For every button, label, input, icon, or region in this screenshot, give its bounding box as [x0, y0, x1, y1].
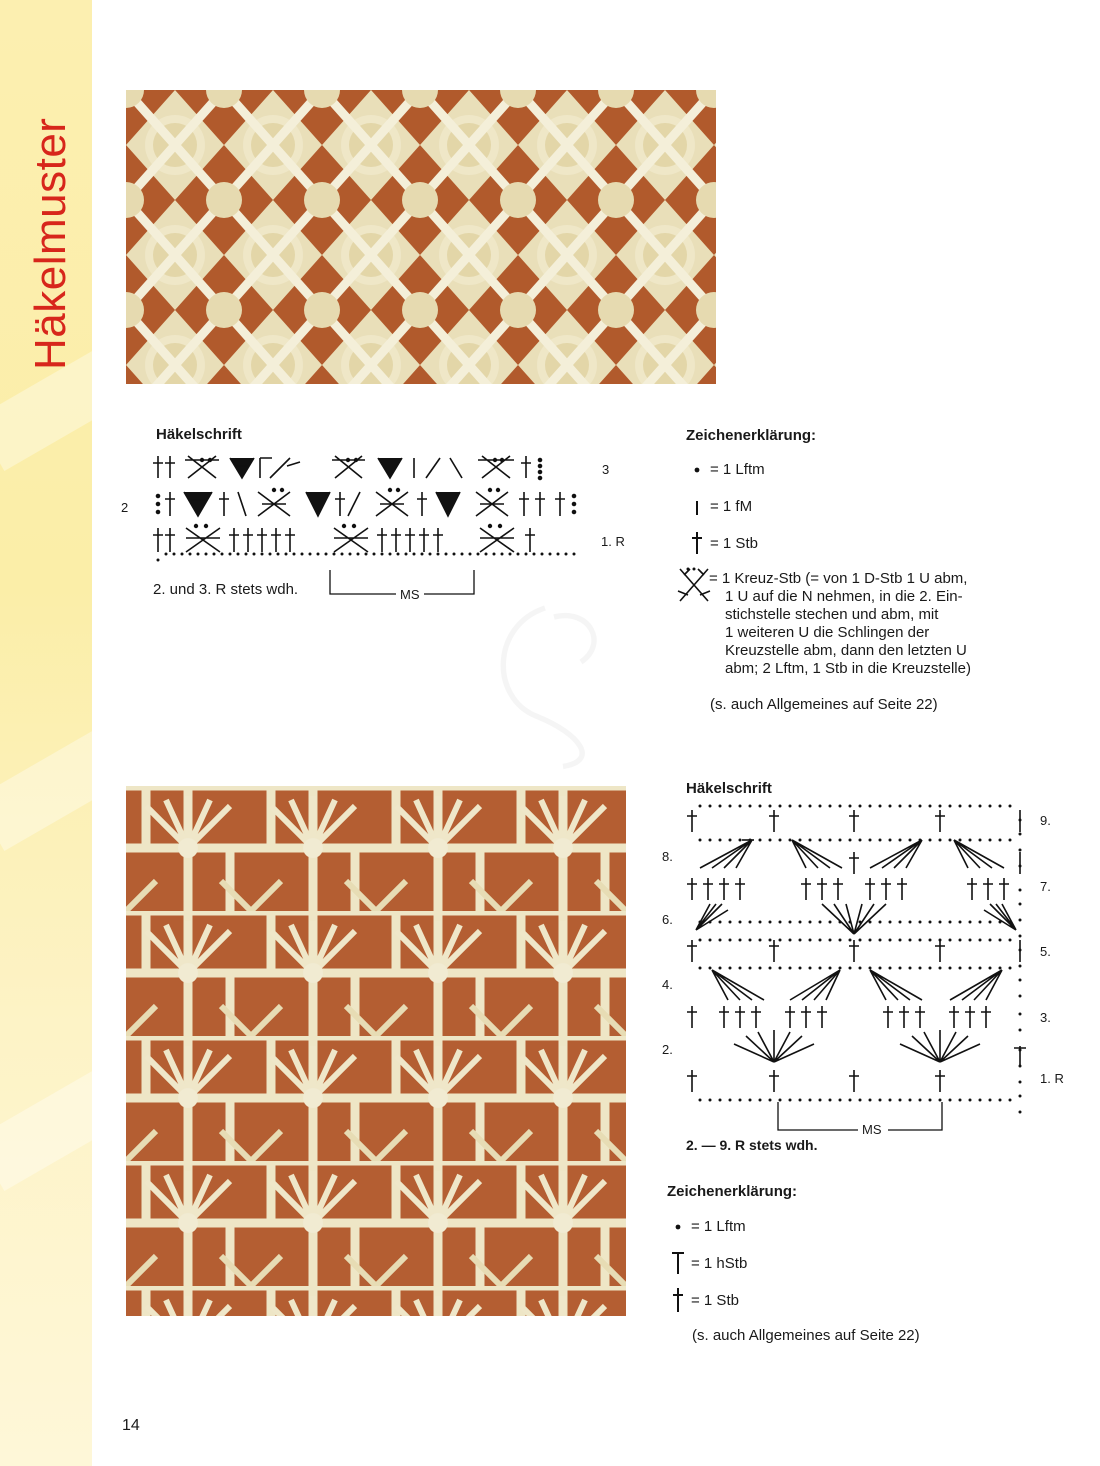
legend1-stb: = 1 Stb	[686, 531, 758, 555]
chain-dot	[719, 1099, 722, 1102]
chain-dot	[869, 921, 872, 924]
chain-dot	[899, 921, 902, 924]
chain-dot	[889, 967, 892, 970]
chain-dot	[809, 967, 812, 970]
legend1-fm: = 1 fM	[686, 497, 752, 515]
crochet-sample-photo-1	[126, 90, 716, 384]
chain-dot	[819, 805, 822, 808]
chain-dot	[709, 805, 712, 808]
crochet-chart-2	[682, 800, 1032, 1110]
legend1-kreuz-line-2: 1 U auf die N nehmen, in die 2. Ein-	[725, 588, 963, 605]
legend-heading-1: Zeichenerklärung:	[686, 427, 817, 444]
chain-dot	[1009, 805, 1012, 808]
chain-dot	[789, 967, 792, 970]
chain-dot	[859, 805, 862, 808]
chain-dot	[899, 805, 902, 808]
page-number: 14	[122, 1417, 140, 1434]
chain-dot	[739, 939, 742, 942]
chain-dot	[929, 939, 932, 942]
chain-dot	[989, 839, 992, 842]
chain-dot	[879, 839, 882, 842]
chain-dot	[729, 839, 732, 842]
chain-dot	[709, 1099, 712, 1102]
chain-dot	[859, 921, 862, 924]
chain-dot	[709, 839, 712, 842]
chain-dot	[769, 839, 772, 842]
chain-dot	[1019, 865, 1022, 868]
chart2-repeat-note: 2. — 9. R stets wdh.	[686, 1137, 818, 1153]
chain-dot	[849, 939, 852, 942]
legend1-lftm: = 1 Lftm	[686, 461, 765, 478]
chain-dot	[699, 939, 702, 942]
chain-dot	[729, 921, 732, 924]
chain-dot	[959, 921, 962, 924]
chain-dot	[919, 921, 922, 924]
chain-dot	[929, 805, 932, 808]
chain-dot	[1009, 839, 1012, 842]
chain-dot	[959, 805, 962, 808]
double-crochet-icon	[686, 531, 708, 555]
chain-dot	[729, 967, 732, 970]
chart1-ms-label: MS	[400, 587, 420, 602]
crochet-sample-photo-2	[126, 786, 626, 1316]
legend2-see-also: (s. auch Allgemeines auf Seite 22)	[692, 1327, 920, 1344]
chain-dot	[879, 805, 882, 808]
chart-heading-1: Häkelschrift	[156, 426, 242, 443]
chain-dot	[929, 839, 932, 842]
chain-dot	[839, 921, 842, 924]
chain-dot	[959, 1099, 962, 1102]
chain-dot	[799, 921, 802, 924]
chain-dot	[1019, 1081, 1022, 1084]
chain-dot	[719, 921, 722, 924]
chain-dot	[699, 921, 702, 924]
chart1-repeat-note: 2. und 3. R stets wdh.	[153, 581, 299, 598]
chain-stitch-icon	[686, 466, 708, 474]
chart2-row-label-7: 7.	[1040, 879, 1051, 894]
chain-dot	[959, 967, 962, 970]
chain-dot	[1019, 903, 1022, 906]
chain-dot	[859, 967, 862, 970]
chain-dot	[929, 967, 932, 970]
chain-dot	[989, 967, 992, 970]
chart2-row-label-2: 2.	[662, 1042, 673, 1057]
watermark-logo	[455, 590, 635, 770]
chain-dot	[699, 967, 702, 970]
chart1-row-1	[153, 525, 576, 562]
chart2-row-label-6: 6.	[662, 912, 673, 927]
chain-dot	[1019, 949, 1022, 952]
chain-dot	[749, 967, 752, 970]
chain-dot	[1019, 1095, 1022, 1098]
chain-dot	[889, 939, 892, 942]
chain-dot	[879, 939, 882, 942]
legend-heading-2: Zeichenerklärung:	[667, 1183, 798, 1200]
chart2-row-label-3: 3.	[1040, 1010, 1051, 1025]
section-title: Häkelmuster	[26, 117, 75, 370]
legend2-hstb: = 1 hStb	[667, 1251, 747, 1275]
chain-dot	[949, 805, 952, 808]
chain-dot	[1019, 849, 1022, 852]
chain-dot	[869, 939, 872, 942]
chain-dot	[949, 839, 952, 842]
chain-dot	[979, 1099, 982, 1102]
chain-dot	[829, 967, 832, 970]
chain-dot	[959, 839, 962, 842]
chain-dot	[759, 805, 762, 808]
chain-dot	[999, 1099, 1002, 1102]
chain-dot	[939, 839, 942, 842]
chain-dot	[769, 967, 772, 970]
chain-dot	[869, 839, 872, 842]
chain-dot	[739, 839, 742, 842]
chain-dot	[809, 839, 812, 842]
chain-dot	[819, 921, 822, 924]
chain-dot	[749, 921, 752, 924]
chain-dot	[789, 805, 792, 808]
half-double-crochet-icon	[667, 1251, 689, 1275]
chain-dot	[759, 921, 762, 924]
chart-heading-2: Häkelschrift	[686, 780, 772, 797]
chain-dot	[1019, 1013, 1022, 1016]
chain-dot	[889, 839, 892, 842]
chain-dot	[919, 967, 922, 970]
double-crochet-icon	[667, 1287, 689, 1313]
chain-dot	[919, 939, 922, 942]
chain-dot	[849, 967, 852, 970]
cross-stitch-icon	[676, 565, 712, 605]
chain-dot	[1009, 939, 1012, 942]
chain-dot	[749, 1099, 752, 1102]
legend2-stb: = 1 Stb	[667, 1287, 739, 1313]
chain-dot	[779, 805, 782, 808]
chain-dot	[889, 921, 892, 924]
chain-dot	[949, 967, 952, 970]
chain-dot	[809, 939, 812, 942]
chain-dot	[879, 921, 882, 924]
chain-dot	[829, 805, 832, 808]
chain-dot	[979, 839, 982, 842]
chain-dot	[759, 839, 762, 842]
chain-dot	[859, 839, 862, 842]
chain-dot	[999, 839, 1002, 842]
chain-dot	[759, 939, 762, 942]
chain-dot	[789, 839, 792, 842]
chain-dot	[1019, 819, 1022, 822]
chain-dot	[829, 939, 832, 942]
crochet-chart-1	[150, 452, 590, 572]
chain-dot	[819, 939, 822, 942]
chain-dot	[939, 967, 942, 970]
chain-dot	[979, 967, 982, 970]
chain-dot	[1019, 995, 1022, 998]
chain-dot	[979, 921, 982, 924]
chain-dot	[999, 921, 1002, 924]
chain-dot	[939, 805, 942, 808]
chain-dot	[1019, 833, 1022, 836]
chain-dot	[989, 939, 992, 942]
chain-dot	[729, 939, 732, 942]
chain-dot	[739, 805, 742, 808]
chain-dot	[849, 921, 852, 924]
chain-dot	[759, 967, 762, 970]
chain-dot	[749, 805, 752, 808]
chain-dot	[779, 967, 782, 970]
chain-dot	[949, 921, 952, 924]
chart1-row-3	[153, 456, 542, 480]
chain-dot	[999, 967, 1002, 970]
chain-dot	[709, 921, 712, 924]
chain-dot	[809, 921, 812, 924]
chain-dot	[909, 839, 912, 842]
chain-dot	[709, 967, 712, 970]
chain-dot	[939, 939, 942, 942]
chain-dot	[899, 939, 902, 942]
chain-dot	[829, 839, 832, 842]
chain-dot	[709, 939, 712, 942]
chain-dot	[779, 939, 782, 942]
chain-dot	[909, 967, 912, 970]
chain-dot	[1019, 919, 1022, 922]
legend1-kreuz-line-5: Kreuzstelle abm, dann den letzten U	[725, 642, 967, 659]
single-crochet-icon	[686, 497, 708, 515]
chain-dot	[899, 839, 902, 842]
legend2-lftm: = 1 Lftm	[667, 1218, 746, 1235]
legend1-kreuz-line-6: abm; 2 Lftm, 1 Stb in die Kreuzstelle)	[725, 660, 971, 677]
chain-dot	[849, 839, 852, 842]
chain-dot	[979, 939, 982, 942]
chain-dot	[849, 805, 852, 808]
chain-dot	[879, 967, 882, 970]
chain-dot	[969, 1099, 972, 1102]
chain-dot	[949, 1099, 952, 1102]
chart1-row-2	[157, 489, 576, 516]
chain-dot	[969, 921, 972, 924]
chain-dot	[969, 805, 972, 808]
chain-dot	[759, 1099, 762, 1102]
chart2-row-label-1: 1. R	[1040, 1071, 1064, 1086]
chain-dot	[739, 1099, 742, 1102]
chain-dot	[749, 939, 752, 942]
chain-stitch-icon	[667, 1223, 689, 1231]
chain-dot	[739, 921, 742, 924]
chain-dot	[969, 939, 972, 942]
chain-dot	[1019, 1065, 1022, 1068]
chain-dot	[699, 805, 702, 808]
chain-dot	[949, 939, 952, 942]
chain-dot	[1009, 921, 1012, 924]
chain-dot	[889, 805, 892, 808]
legend1-kreuz-line-1: = 1 Kreuz-Stb (= von 1 D-Stb 1 U abm,	[709, 570, 968, 587]
chain-dot	[749, 839, 752, 842]
chain-dot	[999, 805, 1002, 808]
chain-dot	[1019, 965, 1022, 968]
chain-dot	[729, 1099, 732, 1102]
chain-dot	[769, 921, 772, 924]
chain-dot	[819, 839, 822, 842]
chart2-row-label-9: 9.	[1040, 813, 1051, 828]
chain-dot	[719, 939, 722, 942]
chain-dot	[1019, 889, 1022, 892]
chain-dot	[1019, 979, 1022, 982]
chain-dot	[999, 939, 1002, 942]
chain-dot	[799, 967, 802, 970]
chain-dot	[769, 1099, 772, 1102]
chain-dot	[789, 939, 792, 942]
chain-dot	[1009, 1099, 1012, 1102]
legend1-see-also: (s. auch Allgemeines auf Seite 22)	[710, 696, 938, 713]
chain-dot	[909, 939, 912, 942]
chain-dot	[989, 1099, 992, 1102]
chain-dot	[929, 921, 932, 924]
chart1-row-label-1: 1. R	[601, 534, 625, 549]
chain-dot	[989, 805, 992, 808]
chart2-row-label-5: 5.	[1040, 944, 1051, 959]
chain-dot	[839, 839, 842, 842]
chain-dot	[809, 805, 812, 808]
chain-dot	[919, 839, 922, 842]
chain-dot	[719, 805, 722, 808]
sidebar-band	[0, 0, 92, 1466]
chain-dot	[909, 805, 912, 808]
chain-dot	[729, 805, 732, 808]
chain-dot	[799, 839, 802, 842]
chain-dot	[839, 967, 842, 970]
chain-dot	[1019, 935, 1022, 938]
legend1-kreuz-line-4: 1 weiteren U die Schlingen der	[725, 624, 930, 641]
chart1-row-label-3: 3	[602, 462, 610, 477]
chart2-row-label-4: 4.	[662, 977, 673, 992]
chain-dot	[719, 967, 722, 970]
chain-dot	[919, 805, 922, 808]
chain-dot	[1019, 1111, 1022, 1114]
chain-dot	[989, 921, 992, 924]
chain-dot	[819, 967, 822, 970]
chain-dot	[909, 921, 912, 924]
chain-dot	[869, 967, 872, 970]
chain-dot	[1009, 967, 1012, 970]
chain-dot	[969, 839, 972, 842]
chain-dot	[969, 967, 972, 970]
chain-dot	[739, 967, 742, 970]
legend1-kreuz-line-3: stichstelle stechen und abm, mit	[725, 606, 939, 623]
chain-dot	[699, 1099, 702, 1102]
chain-dot	[1019, 1049, 1022, 1052]
chart2-row-label-8: 8.	[662, 849, 673, 864]
chain-dot	[769, 805, 772, 808]
chain-dot	[799, 805, 802, 808]
chain-dot	[859, 939, 862, 942]
chain-dot	[959, 939, 962, 942]
chain-dot	[1019, 1029, 1022, 1032]
chain-dot	[829, 921, 832, 924]
chain-dot	[789, 921, 792, 924]
chain-dot	[939, 921, 942, 924]
chain-dot	[699, 839, 702, 842]
chain-dot	[719, 839, 722, 842]
chart1-row-label-2: 2	[121, 500, 129, 515]
chart2-ms-label: MS	[862, 1122, 882, 1137]
chain-dot	[779, 839, 782, 842]
chain-dot	[899, 967, 902, 970]
chain-dot	[769, 939, 772, 942]
chain-dot	[799, 939, 802, 942]
chain-dot	[839, 805, 842, 808]
chain-dot	[869, 805, 872, 808]
chain-dot	[979, 805, 982, 808]
chain-dot	[779, 921, 782, 924]
chain-dot	[839, 939, 842, 942]
